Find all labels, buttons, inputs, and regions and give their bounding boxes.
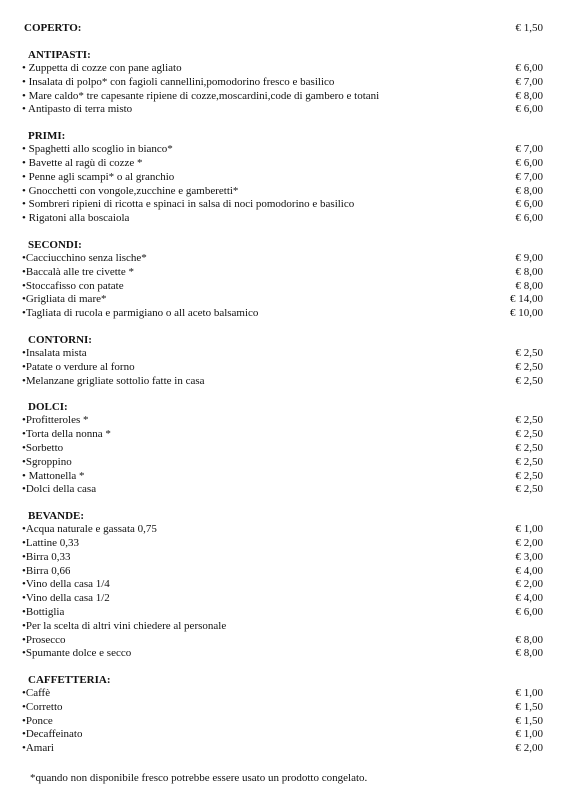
menu-item-name: • Penne agli scampi* o al granchio [22, 170, 175, 183]
menu-item-price: € 4,00 [515, 564, 543, 577]
menu-item [22, 198, 543, 212]
menu-item-price: € 2,50 [515, 346, 543, 359]
menu-item [22, 361, 543, 375]
menu-item-price: € 4,00 [515, 592, 543, 605]
section-contorni [22, 333, 543, 388]
menu-item [22, 551, 543, 565]
menu-item [22, 103, 543, 117]
menu-item-name: •Caffè [22, 687, 51, 700]
menu-item [22, 307, 543, 321]
menu-item-price: € 1,50 [515, 700, 543, 713]
menu-item-price: € 7,00 [515, 170, 543, 183]
coperto-row [24, 22, 543, 36]
menu-item-price: € 8,00 [515, 647, 543, 660]
menu-item-name: •Lattine 0,33 [22, 536, 80, 549]
menu-item-name: • Antipasto di terra misto [22, 103, 133, 116]
menu-item-price: € 8,00 [515, 89, 543, 102]
section-title: BEVANDE: [28, 510, 85, 523]
menu-item-name: •Stoccafisso con patate [22, 279, 124, 292]
menu-item-name: •Patate o verdure al forno [22, 360, 135, 373]
section-antipasti [22, 48, 543, 117]
menu-item-price: € 2,00 [515, 742, 543, 755]
section-title: DOLCI: [28, 401, 68, 414]
menu-item [22, 171, 543, 185]
menu-item-price: € 2,50 [515, 455, 543, 468]
menu-item-name: •Birra 0,33 [22, 550, 71, 563]
menu-item [22, 90, 543, 104]
menu-item-price: € 6,00 [515, 605, 543, 618]
menu-item [22, 293, 543, 307]
menu-item-price: € 3,00 [515, 550, 543, 563]
menu-item [22, 537, 543, 551]
menu-item-name: •Vino della casa 1/4 [22, 578, 110, 591]
menu-item [22, 143, 543, 157]
menu-item [22, 715, 543, 729]
menu-item [22, 62, 543, 76]
menu-item-name: •Torta della nonna * [22, 428, 111, 441]
section-primi [22, 129, 543, 226]
menu-item [22, 742, 543, 756]
menu-item-name: • Insalata di polpo* con fagioli cannellini,pomodorino fresco e basilico [22, 75, 335, 88]
menu-item [22, 728, 543, 742]
menu-item [22, 414, 543, 428]
menu-item-price: € 2,00 [515, 536, 543, 549]
menu-item [22, 76, 543, 90]
menu-item-name: •Profitteroles * [22, 414, 89, 427]
menu-item [22, 212, 543, 226]
menu-item [22, 375, 543, 389]
section-title: CONTORNI: [28, 333, 92, 346]
menu-item-price: € 1,50 [515, 714, 543, 727]
menu-item-price: € 6,00 [515, 198, 543, 211]
menu-item-name: •Sorbetto [22, 441, 64, 454]
menu-item-name: •Dolci della casa [22, 483, 97, 496]
menu-item-name: •Bottiglia [22, 605, 65, 618]
menu-item [22, 634, 543, 648]
menu-item-price: € 7,00 [515, 75, 543, 88]
menu-item [22, 252, 543, 266]
menu-item-name: • Gnocchetti con vongole,zucchine e gamberetti* [22, 184, 239, 197]
menu-item-name: •Insalata mista [22, 346, 87, 359]
menu-item-price: € 6,00 [515, 156, 543, 169]
menu-item-name: • Mare caldo* tre capesante ripiene di cozze,moscardini,code di gambero e totani [22, 89, 380, 102]
menu-item-name: •Ponce [22, 714, 53, 727]
menu-item-name: •Tagliata di rucola e parmigiano o all aceto balsamico [22, 307, 259, 320]
coperto-label: COPERTO: [24, 22, 82, 34]
menu-item [22, 185, 543, 199]
section-title: CAFFETTERIA: [28, 674, 111, 687]
menu-item [22, 620, 543, 634]
menu-item [22, 565, 543, 579]
menu-item [22, 687, 543, 701]
menu-item [22, 483, 543, 497]
menu-item [22, 578, 543, 592]
menu-item-price: € 7,00 [515, 143, 543, 156]
menu-item [22, 523, 543, 537]
menu-item-price: € 2,50 [515, 374, 543, 387]
menu-item-name: • Sombreri ripieni di ricotta e spinaci in salsa di noci pomodorino e basilico [22, 198, 355, 211]
menu-item-price: € 2,50 [515, 441, 543, 454]
section-title: PRIMI: [28, 130, 66, 143]
section-caffetteria [22, 673, 543, 756]
menu-item [22, 428, 543, 442]
menu-item-name: •Amari [22, 742, 54, 755]
menu-item [22, 456, 543, 470]
menu-item-price: € 14,00 [510, 293, 543, 306]
menu-item [22, 347, 543, 361]
menu-item-price: € 2,00 [515, 578, 543, 591]
menu-item [22, 470, 543, 484]
menu-item-name: •Acqua naturale e gassata 0,75 [22, 523, 157, 536]
menu-item-name: • Zuppetta di cozze con pane agliato [22, 62, 182, 74]
menu-item-price: € 8,00 [515, 184, 543, 197]
menu-item-price: € 6,00 [515, 62, 543, 74]
menu-item-price: € 8,00 [515, 633, 543, 646]
menu-item-price: € 1,00 [515, 728, 543, 741]
menu-item-name: • Mattonella * [22, 469, 85, 482]
menu-item-name: •Corretto [22, 700, 63, 713]
section-title: ANTIPASTI: [28, 49, 91, 61]
menu-item-price: € 2,50 [515, 428, 543, 441]
menu-item-name: •Birra 0,66 [22, 564, 71, 577]
menu-item [22, 647, 543, 661]
menu-item [22, 701, 543, 715]
menu-item-price: € 8,00 [515, 265, 543, 278]
coperto-price: € 1,50 [515, 22, 543, 34]
section-secondi [22, 238, 543, 321]
section-dolci [22, 400, 543, 497]
section-bevande [22, 509, 543, 661]
menu-item-price: € 1,00 [515, 687, 543, 700]
menu-item-name: •Per la scelta di altri vini chiedere al personale [22, 619, 227, 632]
menu-item-name: •Cacciucchino senza lische* [22, 251, 147, 264]
menu-item-price: € 2,50 [515, 469, 543, 482]
menu-item [22, 157, 543, 171]
menu-item-price: € 1,00 [515, 523, 543, 536]
menu-item-name: •Vino della casa 1/2 [22, 592, 110, 605]
menu-item-name: •Spumante dolce e secco [22, 647, 132, 660]
menu-item-name: •Sgroppino [22, 455, 72, 468]
menu-item-price: € 2,50 [515, 414, 543, 427]
menu-sections [22, 48, 543, 768]
menu-item-price: € 9,00 [515, 251, 543, 264]
menu-item-name: • Spaghetti allo scoglio in bianco* [22, 143, 173, 156]
menu-item-name: • Rigatoni alla boscaiola [22, 212, 130, 225]
menu-item [22, 266, 543, 280]
menu-item [22, 606, 543, 620]
menu-item-name: •Grigliata di mare* [22, 293, 107, 306]
menu-item-price: € 2,50 [515, 360, 543, 373]
menu-item-name: • Bavette al ragù di cozze * [22, 156, 143, 169]
menu-item-price: € 8,00 [515, 279, 543, 292]
menu-item-price: € 10,00 [510, 307, 543, 320]
menu-item [22, 280, 543, 294]
footnote: *quando non disponibile fresco potrebbe essere usato un prodotto congelato. [30, 772, 368, 784]
menu-item [22, 442, 543, 456]
menu-item [22, 592, 543, 606]
menu-item-price: € 6,00 [515, 212, 543, 225]
menu-item-price: € 6,00 [515, 103, 543, 116]
menu-item-name: •Prosecco [22, 633, 66, 646]
section-title: SECONDI: [28, 238, 82, 251]
menu-item-price: € 2,50 [515, 483, 543, 496]
menu-item-name: •Decaffeinato [22, 728, 83, 741]
menu-item-name: •Baccalà alle tre civette * [22, 265, 134, 278]
menu-item-name: •Melanzane grigliate sottolio fatte in casa [22, 374, 205, 387]
